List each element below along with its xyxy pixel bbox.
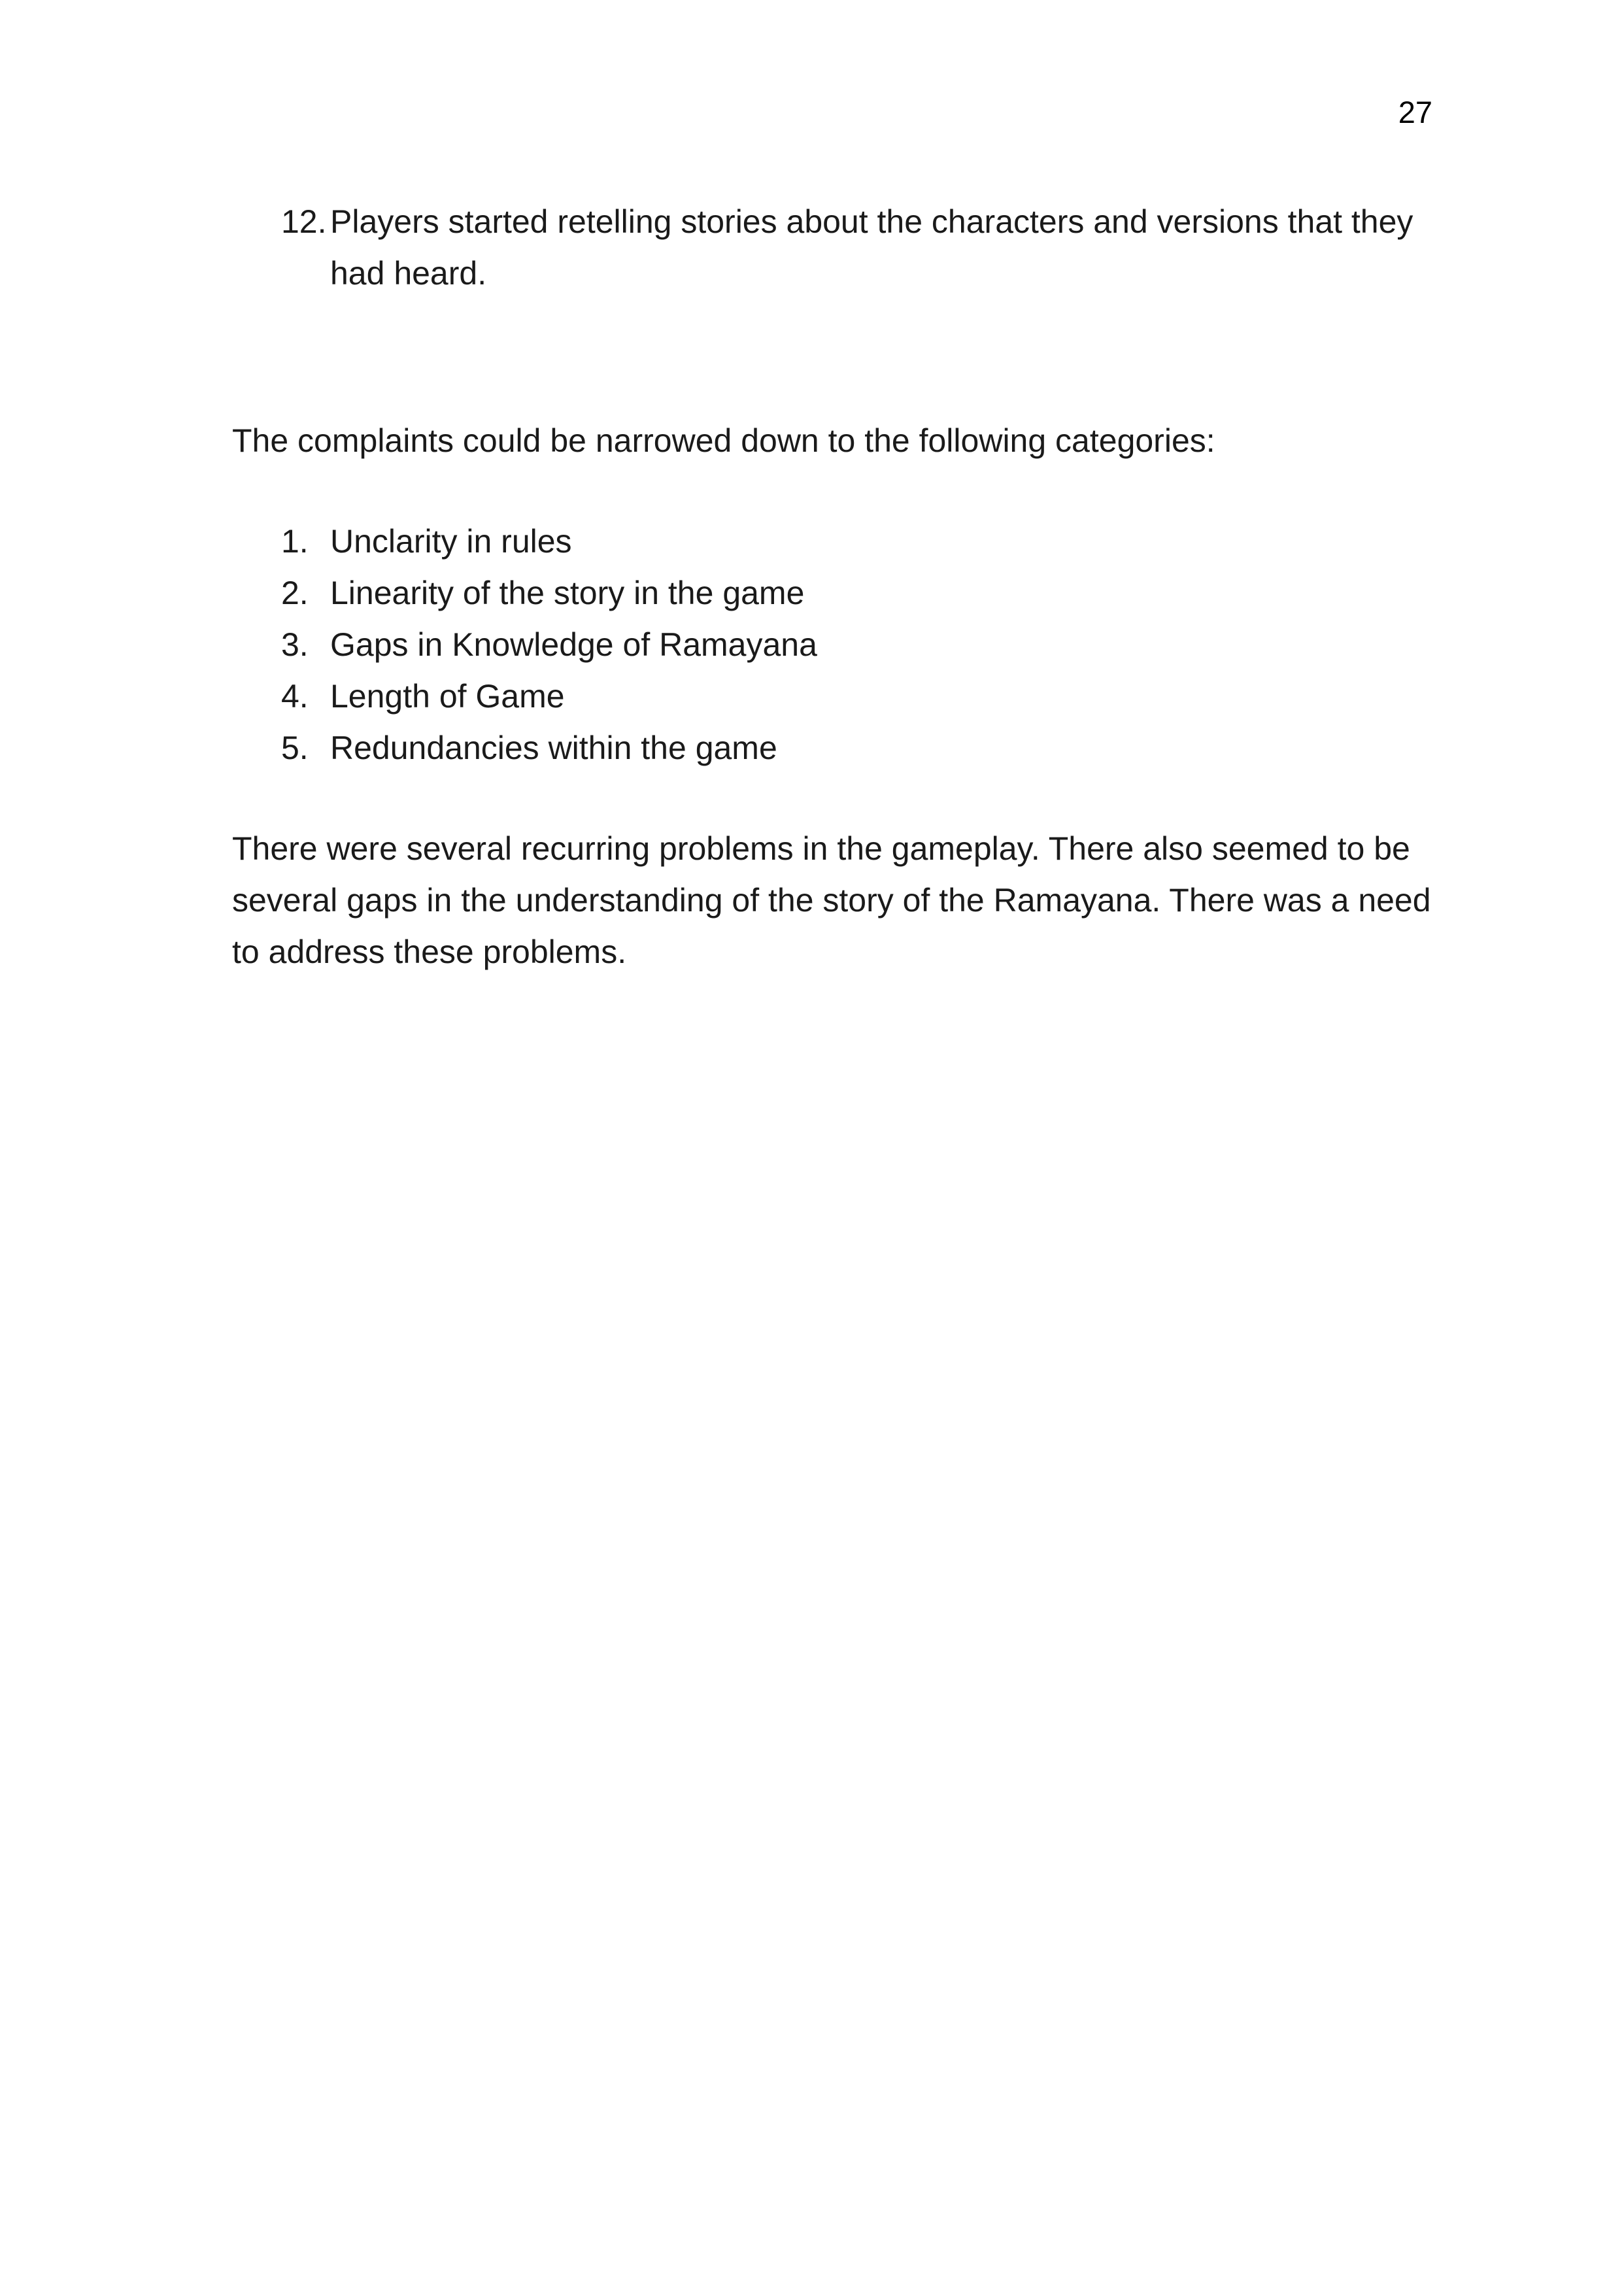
- list-item: [232, 196, 1432, 299]
- list-item-text: Unclarity in rules: [330, 523, 572, 560]
- intro-paragraph: The complaints could be narrowed down to the following categories:: [232, 422, 1215, 459]
- list-item-number: 2.: [281, 575, 309, 611]
- list-item-text: Redundancies within the game: [330, 730, 777, 766]
- list-item-number: 5.: [281, 730, 309, 766]
- list-item-number: 12.: [281, 203, 327, 240]
- list-item-text: Gaps in Knowledge of Ramayana: [330, 626, 817, 663]
- list-item-text: Length of Game: [330, 678, 565, 715]
- conclusion-paragraph: There were several recurring problems in the gameplay. There also seemed to be several gaps in the understanding of the story of the Ramayana. There was a need to address these problems.: [232, 830, 1431, 970]
- continued-list: [232, 196, 1432, 299]
- list-item-text: Linearity of the story in the game: [330, 575, 805, 611]
- list-item-text: Players started retelling stories about the characters and versions that they had heard.: [330, 203, 1413, 292]
- list-item-number: 1.: [281, 523, 309, 560]
- list-item: [232, 619, 1432, 671]
- list-item: [232, 567, 1432, 619]
- list-item: [232, 671, 1432, 722]
- document-body: [232, 196, 1432, 978]
- list-item-number: 4.: [281, 678, 309, 715]
- list-item: [232, 516, 1432, 567]
- page-number: 27: [1398, 95, 1432, 129]
- list-item-number: 3.: [281, 626, 309, 663]
- categories-list: [232, 516, 1432, 774]
- list-item: [232, 722, 1432, 774]
